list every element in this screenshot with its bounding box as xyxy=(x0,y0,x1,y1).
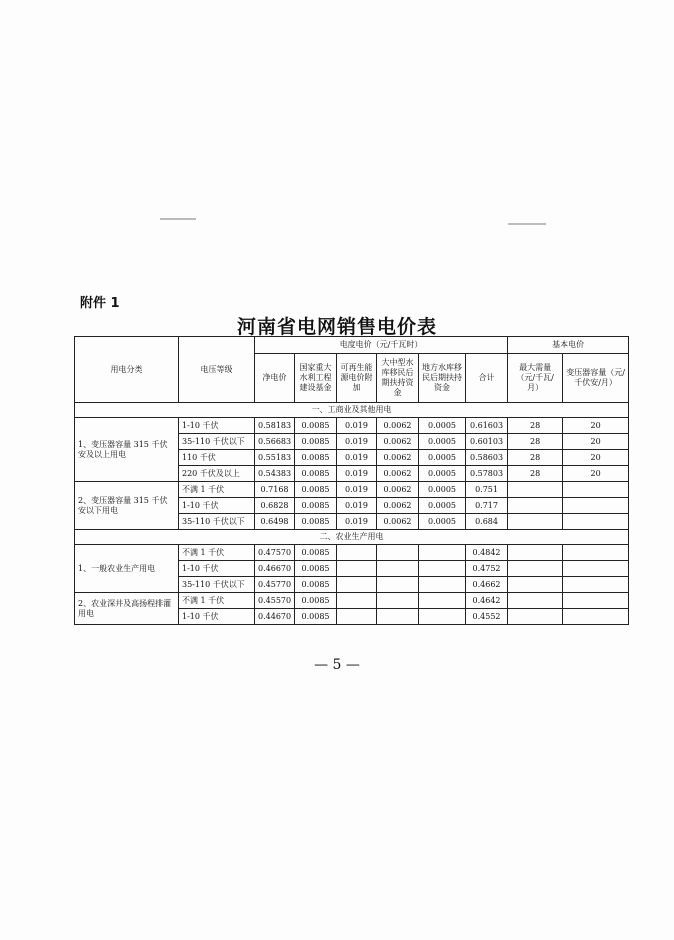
table-row xyxy=(75,418,629,434)
renew-cell: 0.019 xyxy=(337,498,377,514)
section-title: 一、工商业及其他用电 xyxy=(75,403,629,418)
category-cell: 1、一般农业生产用电 xyxy=(75,545,179,593)
voltage-cell: 35-110 千伏以下 xyxy=(179,514,255,530)
large-cell xyxy=(377,561,419,577)
net-cell: 0.45770 xyxy=(255,577,295,593)
voltage-cell: 35-110 千伏以下 xyxy=(179,577,255,593)
cap-cell xyxy=(563,609,629,625)
water-cell: 0.0085 xyxy=(295,577,337,593)
local-cell xyxy=(419,577,466,593)
cap-cell: 20 xyxy=(563,466,629,482)
total-cell: 0.4642 xyxy=(466,593,508,609)
demand-cell xyxy=(508,482,563,498)
document-title: 河南省电网销售电价表 xyxy=(236,316,437,338)
voltage-cell: 1-10 千伏 xyxy=(179,561,255,577)
scan-artifact xyxy=(508,223,546,225)
header-energy-price: 电度电价（元/千瓦时） xyxy=(255,337,508,354)
local-cell: 0.0005 xyxy=(419,450,466,466)
section-row xyxy=(75,403,629,418)
large-cell: 0.0062 xyxy=(377,434,419,450)
water-cell: 0.0085 xyxy=(295,561,337,577)
water-cell: 0.0085 xyxy=(295,593,337,609)
net-cell: 0.55183 xyxy=(255,450,295,466)
cap-cell: 20 xyxy=(563,450,629,466)
water-cell: 0.0085 xyxy=(295,418,337,434)
net-cell: 0.56683 xyxy=(255,434,295,450)
renew-cell: 0.019 xyxy=(337,514,377,530)
renew-cell xyxy=(337,561,377,577)
large-cell xyxy=(377,577,419,593)
net-cell: 0.54383 xyxy=(255,466,295,482)
cap-cell xyxy=(563,545,629,561)
large-cell: 0.0062 xyxy=(377,450,419,466)
demand-cell: 28 xyxy=(508,450,563,466)
net-cell: 0.6828 xyxy=(255,498,295,514)
total-cell: 0.4552 xyxy=(466,609,508,625)
renew-cell: 0.019 xyxy=(337,434,377,450)
total-cell: 0.61603 xyxy=(466,418,508,434)
local-cell: 0.0005 xyxy=(419,514,466,530)
water-cell: 0.0085 xyxy=(295,514,337,530)
cap-cell: 20 xyxy=(563,418,629,434)
demand-cell: 28 xyxy=(508,466,563,482)
water-cell: 0.0085 xyxy=(295,466,337,482)
voltage-cell: 不满 1 千伏 xyxy=(179,482,255,498)
local-cell xyxy=(419,561,466,577)
voltage-cell: 220 千伏及以上 xyxy=(179,466,255,482)
large-cell xyxy=(377,609,419,625)
water-cell: 0.0085 xyxy=(295,482,337,498)
voltage-cell: 35-110 千伏以下 xyxy=(179,434,255,450)
price-table xyxy=(74,336,629,625)
demand-cell xyxy=(508,577,563,593)
total-cell: 0.58603 xyxy=(466,450,508,466)
category-cell: 1、变压器容量 315 千伏安及以上用电 xyxy=(75,418,179,482)
voltage-cell: 1-10 千伏 xyxy=(179,498,255,514)
cap-cell xyxy=(563,514,629,530)
renew-cell xyxy=(337,609,377,625)
local-cell xyxy=(419,545,466,561)
voltage-cell: 110 千伏 xyxy=(179,450,255,466)
renew-cell xyxy=(337,593,377,609)
local-cell xyxy=(419,609,466,625)
cap-cell: 20 xyxy=(563,434,629,450)
total-cell: 0.4662 xyxy=(466,577,508,593)
header-transformer-capacity: 变压器容量（元/千伏安/月） xyxy=(563,354,629,403)
renew-cell xyxy=(337,577,377,593)
section-title: 二、农业生产用电 xyxy=(75,530,629,545)
large-cell xyxy=(377,593,419,609)
local-cell xyxy=(419,593,466,609)
demand-cell xyxy=(508,561,563,577)
net-cell: 0.47570 xyxy=(255,545,295,561)
header-total: 合计 xyxy=(466,354,508,403)
local-cell: 0.0005 xyxy=(419,482,466,498)
water-cell: 0.0085 xyxy=(295,434,337,450)
table-row xyxy=(75,593,629,609)
large-cell: 0.0062 xyxy=(377,514,419,530)
net-cell: 0.45570 xyxy=(255,593,295,609)
header-voltage: 电压等级 xyxy=(179,337,255,403)
renew-cell: 0.019 xyxy=(337,418,377,434)
renew-cell: 0.019 xyxy=(337,466,377,482)
water-cell: 0.0085 xyxy=(295,450,337,466)
voltage-cell: 1-10 千伏 xyxy=(179,609,255,625)
cap-cell xyxy=(563,577,629,593)
total-cell: 0.717 xyxy=(466,498,508,514)
table-body xyxy=(75,403,629,625)
demand-cell xyxy=(508,593,563,609)
net-cell: 0.46670 xyxy=(255,561,295,577)
header-water-fund: 国家重大水利工程建设基金 xyxy=(295,354,337,403)
voltage-cell: 不满 1 千伏 xyxy=(179,545,255,561)
large-cell xyxy=(377,545,419,561)
demand-cell: 28 xyxy=(508,418,563,434)
table-row xyxy=(75,545,629,561)
total-cell: 0.60103 xyxy=(466,434,508,450)
large-cell: 0.0062 xyxy=(377,466,419,482)
renew-cell: 0.019 xyxy=(337,482,377,498)
water-cell: 0.0085 xyxy=(295,498,337,514)
net-cell: 0.6498 xyxy=(255,514,295,530)
total-cell: 0.57803 xyxy=(466,466,508,482)
net-cell: 0.58183 xyxy=(255,418,295,434)
net-cell: 0.44670 xyxy=(255,609,295,625)
total-cell: 0.684 xyxy=(466,514,508,530)
local-cell: 0.0005 xyxy=(419,466,466,482)
section-row xyxy=(75,530,629,545)
total-cell: 0.751 xyxy=(466,482,508,498)
cap-cell xyxy=(563,561,629,577)
demand-cell xyxy=(508,545,563,561)
total-cell: 0.4842 xyxy=(466,545,508,561)
demand-cell: 28 xyxy=(508,434,563,450)
large-cell: 0.0062 xyxy=(377,482,419,498)
demand-cell xyxy=(508,514,563,530)
large-cell: 0.0062 xyxy=(377,498,419,514)
category-cell: 2、变压器容量 315 千伏安以下用电 xyxy=(75,482,179,530)
table-row xyxy=(75,482,629,498)
cap-cell xyxy=(563,593,629,609)
total-cell: 0.4752 xyxy=(466,561,508,577)
water-cell: 0.0085 xyxy=(295,545,337,561)
local-cell: 0.0005 xyxy=(419,498,466,514)
header-renewable: 可再生能源电价附加 xyxy=(337,354,377,403)
page-number: — 5 — xyxy=(314,657,360,673)
water-cell: 0.0085 xyxy=(295,609,337,625)
local-cell: 0.0005 xyxy=(419,434,466,450)
cap-cell xyxy=(563,498,629,514)
header-max-demand: 最大需量（元/千瓦/月） xyxy=(508,354,563,403)
demand-cell xyxy=(508,609,563,625)
large-cell: 0.0062 xyxy=(377,418,419,434)
category-cell: 2、农业深井及高扬程排灌用电 xyxy=(75,593,179,625)
scan-artifact xyxy=(160,218,196,220)
header-local-reservoir: 地方水库移民后期扶持资金 xyxy=(419,354,466,403)
local-cell: 0.0005 xyxy=(419,418,466,434)
voltage-cell: 不满 1 千伏 xyxy=(179,593,255,609)
header-net-price: 净电价 xyxy=(255,354,295,403)
header-basic-price: 基本电价 xyxy=(508,337,629,354)
header-large-reservoir: 大中型水库移民后期扶持资金 xyxy=(377,354,419,403)
header-category: 用电分类 xyxy=(75,337,179,403)
renew-cell: 0.019 xyxy=(337,450,377,466)
net-cell: 0.7168 xyxy=(255,482,295,498)
attachment-label: 附件 1 xyxy=(80,296,120,311)
cap-cell xyxy=(563,482,629,498)
renew-cell xyxy=(337,545,377,561)
voltage-cell: 1-10 千伏 xyxy=(179,418,255,434)
demand-cell xyxy=(508,498,563,514)
